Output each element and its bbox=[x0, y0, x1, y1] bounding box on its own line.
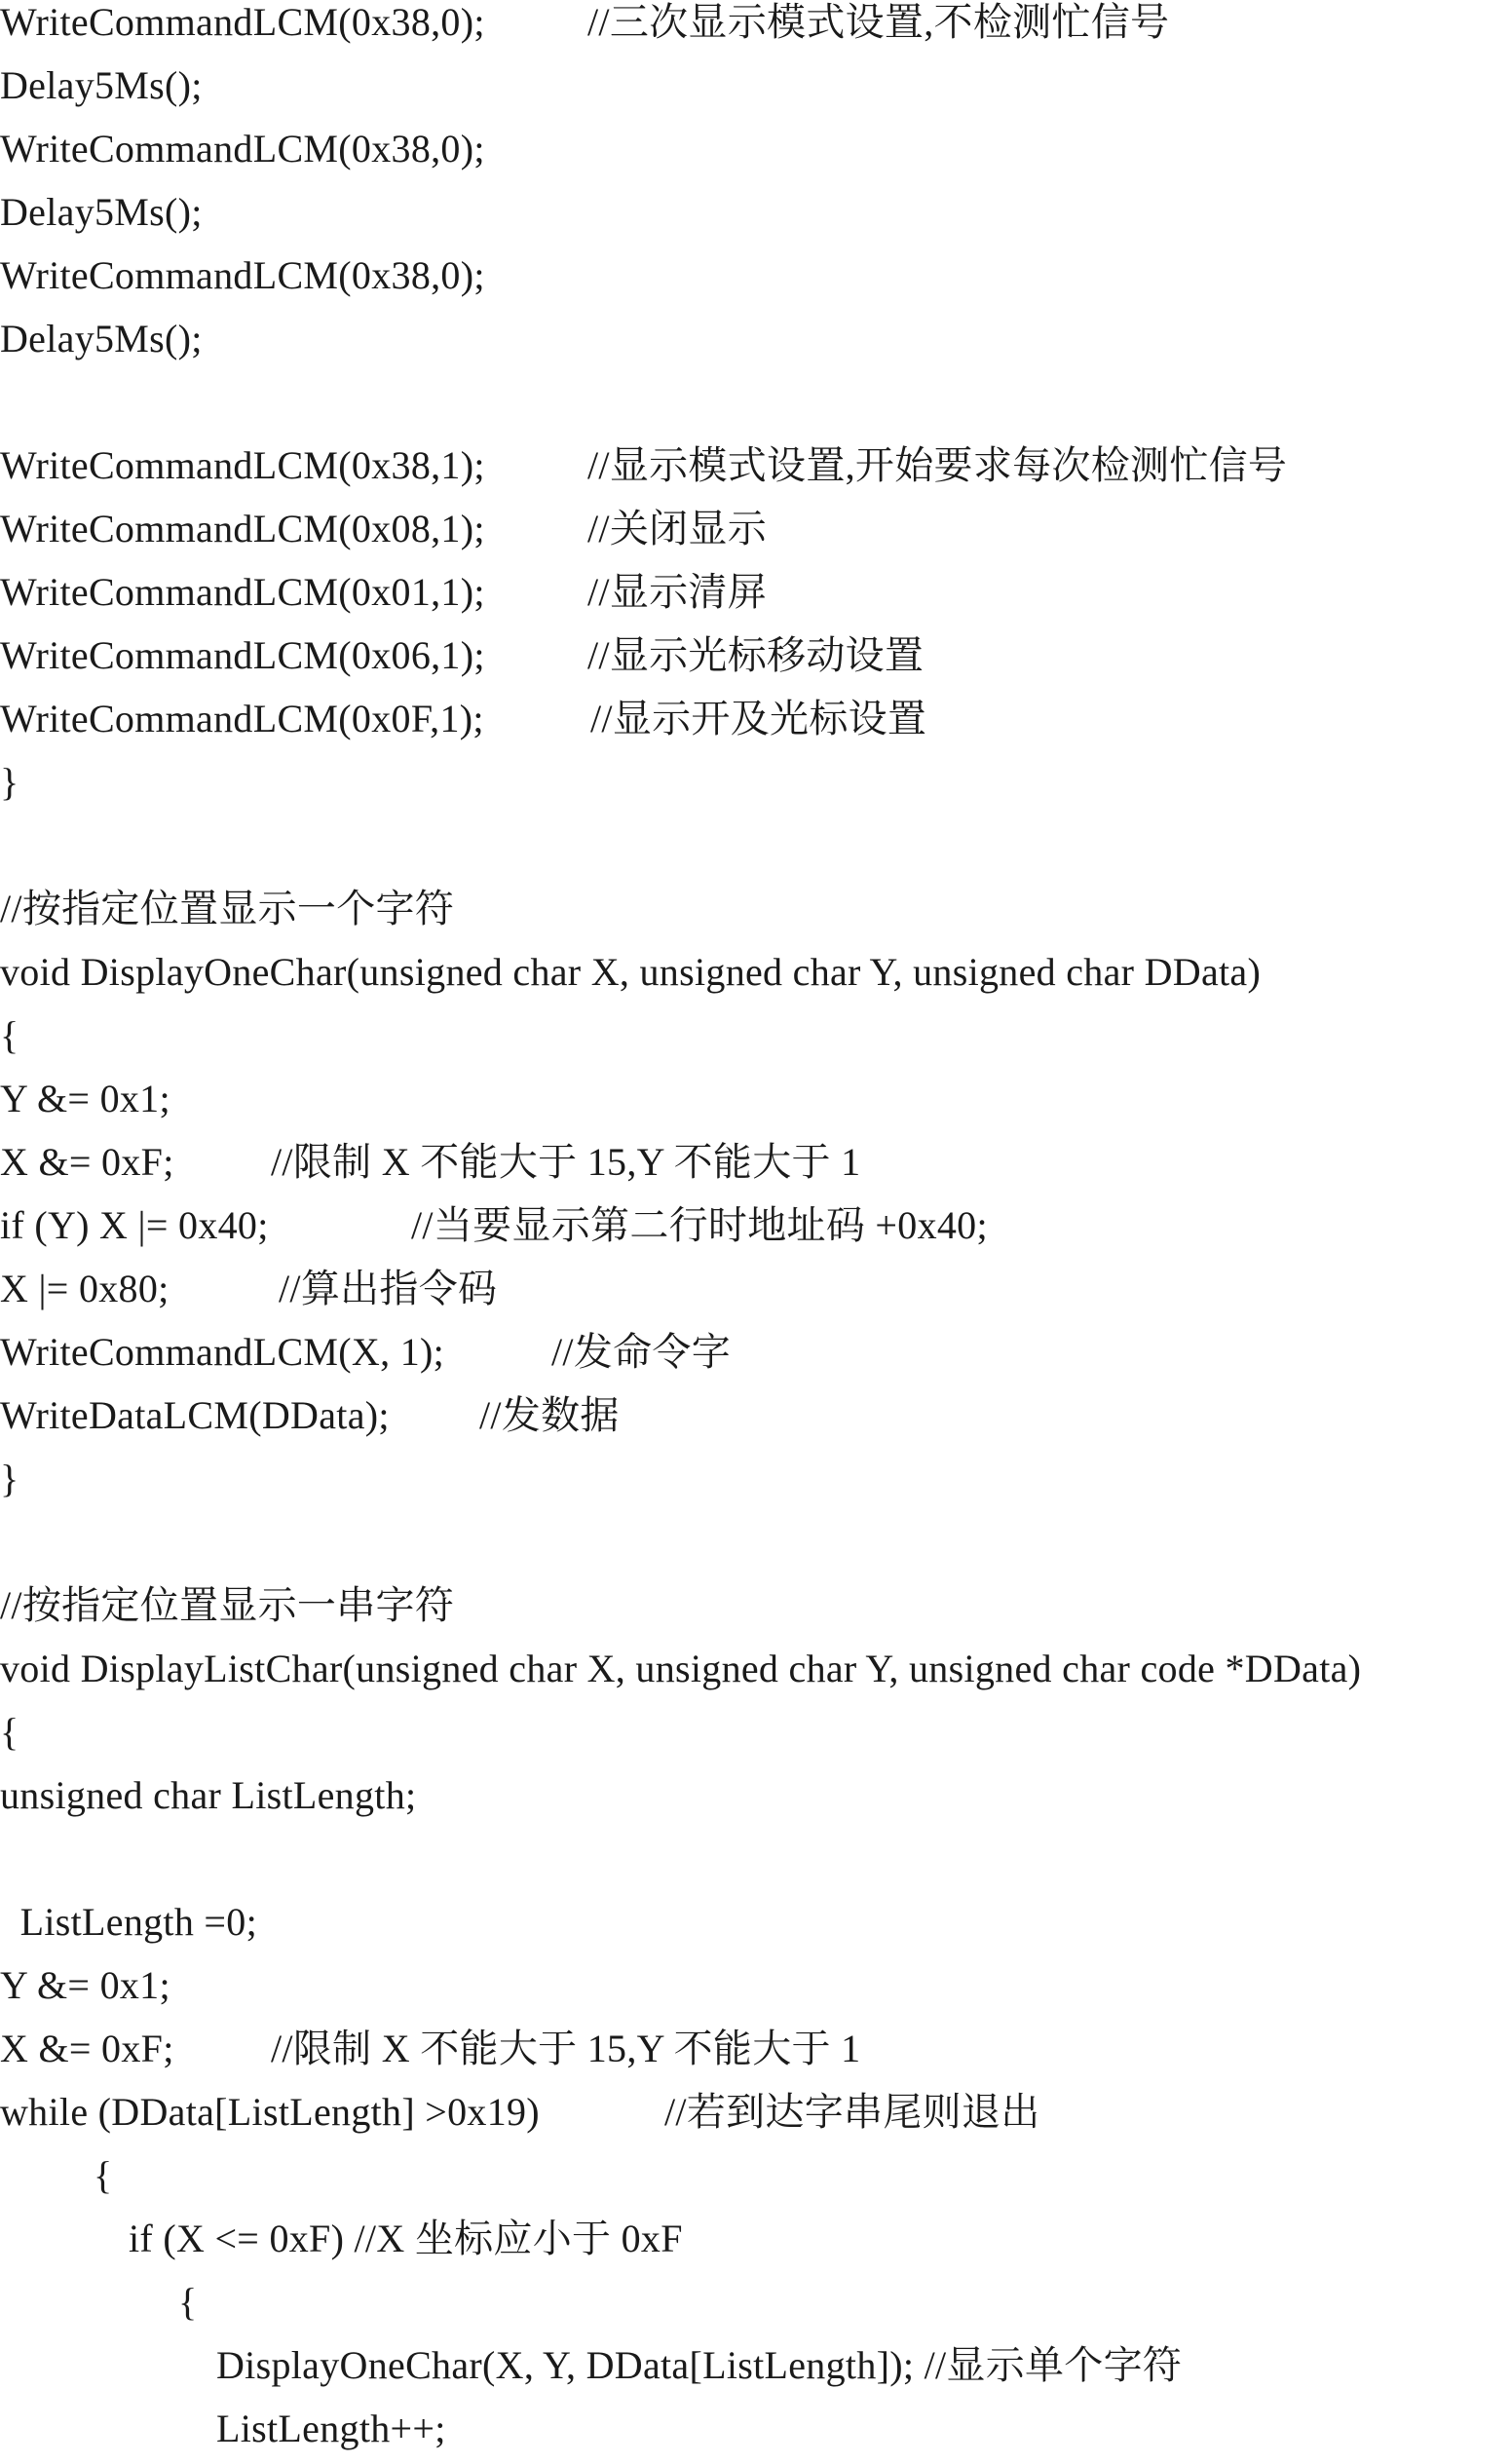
section-comment: //按指定位置显示一个字符 bbox=[0, 887, 455, 930]
code-comment: //显示开及光标设置 bbox=[590, 697, 927, 740]
code-comment: //显示清屏 bbox=[587, 570, 768, 614]
code-comment: //若到达字串尾则退出 bbox=[664, 2090, 1040, 2134]
code-line: DisplayOneChar(X, Y, DData[ListLength]); //显示单个字符 bbox=[216, 2343, 1183, 2387]
code-comment: //当要显示第二行时地址码 +0x40; bbox=[411, 1203, 988, 1247]
code-line: if (X <= 0xF) //X 坐标应小于 0xF bbox=[129, 2217, 683, 2260]
code-comment: //限制 X 不能大于 15,Y 不能大于 1 bbox=[271, 2027, 861, 2070]
code-comment: //显示光标移动设置 bbox=[587, 633, 925, 677]
code-comment: //限制 X 不能大于 15,Y 不能大于 1 bbox=[271, 1140, 861, 1184]
code-line: WriteDataLCM(DData); //发数据 bbox=[0, 1384, 390, 1447]
code-line: WriteCommandLCM(0x38,1); //显示模式设置,开始要求每次检测忙信号 bbox=[0, 434, 485, 497]
code-line: WriteCommandLCM(0x38,0); bbox=[0, 253, 485, 297]
code-comment: //三次显示模式设置,不检测忙信号 bbox=[587, 0, 1170, 44]
code-line: if (Y) X |= 0x40; //当要显示第二行时地址码 +0x40; bbox=[0, 1194, 269, 1257]
code-line: WriteCommandLCM(0x08,1); //关闭显示 bbox=[0, 497, 485, 560]
code-comment: //关闭显示 bbox=[587, 507, 768, 550]
code-line: WriteCommandLCM(0x01,1); //显示清屏 bbox=[0, 560, 485, 624]
code-line: unsigned char ListLength; bbox=[0, 1773, 417, 1817]
code-line: Delay5Ms(); bbox=[0, 317, 203, 360]
code-comment: //算出指令码 bbox=[279, 1267, 498, 1310]
code-line: Y &= 0x1; bbox=[0, 1963, 170, 2007]
code-line: { bbox=[178, 2280, 198, 2324]
code-line: X |= 0x80; //算出指令码 bbox=[0, 1257, 170, 1320]
code-line: { bbox=[0, 1710, 19, 1754]
code-line: WriteCommandLCM(0x38,0); //三次显示模式设置,不检测忙信号 bbox=[0, 0, 485, 54]
code-comment: //发命令字 bbox=[551, 1330, 732, 1374]
code-line: } bbox=[0, 760, 19, 804]
code-comment: //显示模式设置,开始要求每次检测忙信号 bbox=[587, 443, 1288, 487]
function-signature: void DisplayListChar(unsigned char X, unsigned char Y, unsigned char code *DData) bbox=[0, 1647, 1362, 1690]
code-line: WriteCommandLCM(0x0F,1); //显示开及光标设置 bbox=[0, 687, 484, 750]
section-comment: //按指定位置显示一串字符 bbox=[0, 1583, 455, 1627]
code-line: WriteCommandLCM(0x38,0); bbox=[0, 127, 485, 171]
code-line: { bbox=[94, 2153, 113, 2197]
code-line: while (DData[ListLength] >0x19) //若到达字串尾则退出 bbox=[0, 2080, 540, 2143]
code-line: WriteCommandLCM(0x06,1); //显示光标移动设置 bbox=[0, 624, 485, 687]
code-line: } bbox=[0, 1457, 19, 1500]
code-line: WriteCommandLCM(X, 1); //发命令字 bbox=[0, 1320, 444, 1384]
code-line: X &= 0xF; //限制 X 不能大于 15,Y 不能大于 1 bbox=[0, 1130, 174, 1194]
code-comment: //发数据 bbox=[479, 1393, 620, 1437]
code-line: X &= 0xF; //限制 X 不能大于 15,Y 不能大于 1 bbox=[0, 2017, 174, 2080]
code-line: { bbox=[0, 1013, 19, 1057]
code-line: Delay5Ms(); bbox=[0, 190, 203, 234]
code-line: ListLength++; bbox=[216, 2407, 446, 2450]
code-line: Delay5Ms(); bbox=[0, 63, 203, 107]
function-signature: void DisplayOneChar(unsigned char X, unsigned char Y, unsigned char DData) bbox=[0, 950, 1262, 994]
code-line: ListLength =0; bbox=[0, 1900, 257, 1944]
code-line: Y &= 0x1; bbox=[0, 1077, 170, 1120]
